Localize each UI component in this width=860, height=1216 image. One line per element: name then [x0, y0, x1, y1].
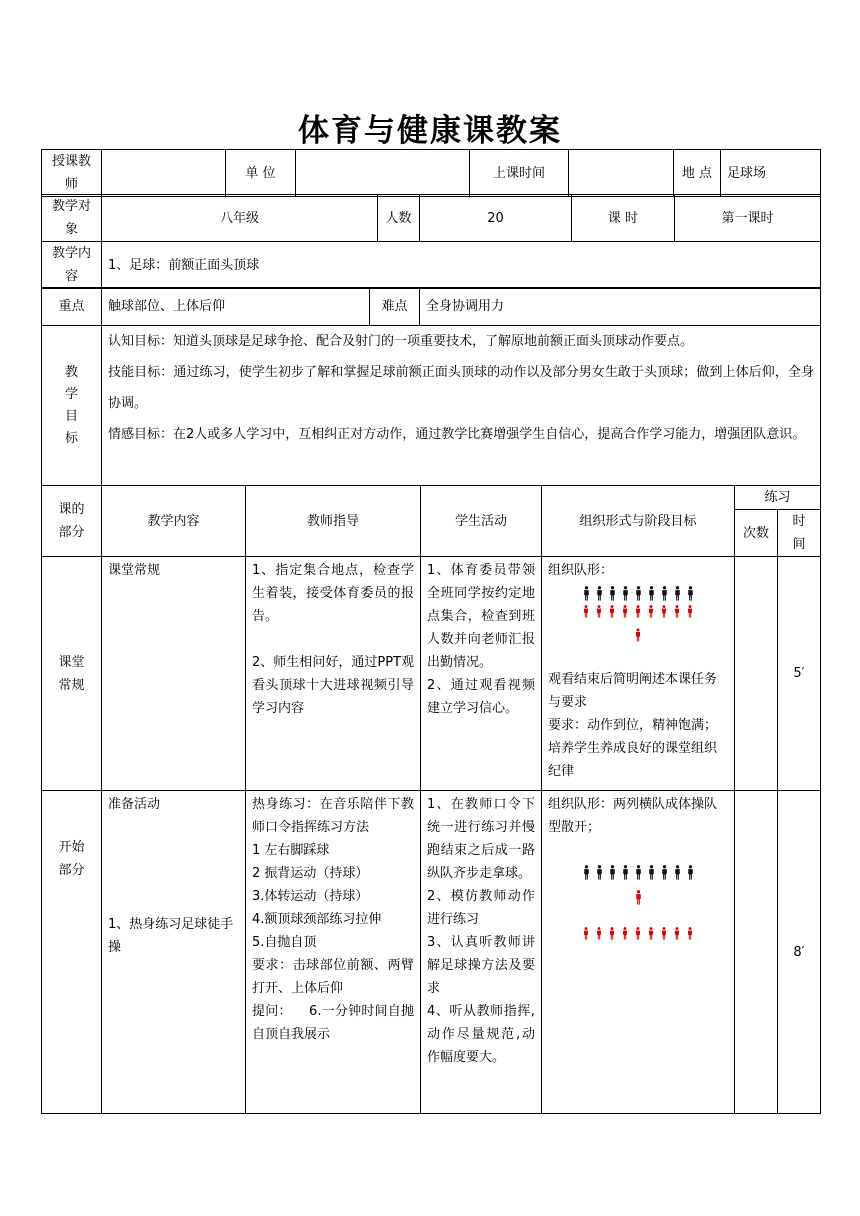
lesson-table — [41, 485, 821, 1114]
col-part-text: 课的部分 — [58, 502, 85, 540]
target-value: 八年级 — [102, 195, 378, 242]
col-time — [778, 510, 821, 557]
person-icon — [622, 927, 628, 940]
start-student-3: 3、认真听教师讲解足球操方法及要求 — [427, 935, 535, 996]
person-icon — [674, 865, 681, 880]
routine-student — [421, 557, 542, 791]
person-icon — [648, 605, 654, 618]
start-times — [735, 791, 778, 1114]
start-student-2: 2、模仿教师动作进行练习 — [427, 889, 535, 927]
start-teacher-5: 5.自抛自顶 — [252, 935, 317, 950]
routine-org — [542, 557, 735, 791]
person-icon — [661, 605, 667, 618]
person-icon — [583, 865, 590, 880]
person-icon — [661, 927, 667, 940]
routine-teacher-1: 1、指定集合地点，检查学生着装，接受体育委员的报告。 — [252, 563, 414, 624]
person-icon — [622, 605, 628, 618]
content-table — [41, 241, 821, 289]
routine-time: 5′ — [778, 557, 821, 791]
header-table — [41, 149, 821, 197]
period-label: 课 时 — [572, 195, 675, 242]
routine-content: 课堂常规 — [102, 557, 246, 791]
col-time-text: 时间 — [792, 514, 806, 552]
person-icon — [635, 586, 642, 601]
formation2-teacher — [548, 890, 728, 905]
start-teacher-7: 提问： 6.一分钟时间自抛自顶自我展示 — [252, 1004, 414, 1042]
start-teacher-2: 2 振背运动（持球） — [252, 866, 369, 881]
person-icon — [687, 865, 694, 880]
person-icon — [635, 605, 641, 618]
key-value: 触球部位、上体后仰 — [102, 288, 370, 326]
part-start-text: 开始部分 — [58, 840, 85, 878]
goals-cell — [102, 326, 821, 486]
count-value: 20 — [420, 195, 572, 242]
start-teacher-0: 热身练习：在音乐陪伴下教师口令指挥练习方法 — [252, 797, 414, 835]
routine-teacher — [246, 557, 421, 791]
routine-student-1: 1、体育委员带领全班同学按约定地点集合，检查到班人数并向老师汇报出勤情况。 — [427, 563, 535, 670]
person-icon — [635, 890, 642, 905]
person-icon — [622, 865, 629, 880]
goal-cognitive: 认知目标：知道头顶球是足球争抢、配合及射门的一项重要技术，了解原地前额正面头顶球动作要点。 — [108, 334, 694, 349]
col-teacher: 教师指导 — [246, 486, 421, 557]
person-icon — [674, 927, 680, 940]
time-label: 上课时间 — [470, 150, 569, 197]
time-value — [569, 150, 674, 197]
person-icon — [648, 586, 655, 601]
teacher-label: 授课教师 — [42, 150, 102, 197]
person-icon — [635, 927, 641, 940]
start-teacher — [246, 791, 421, 1114]
person-icon — [687, 586, 694, 601]
person-icon — [609, 927, 615, 940]
person-icon — [687, 927, 693, 940]
target-label: 教学对象 — [42, 195, 102, 242]
part-routine-text: 课堂常规 — [58, 654, 85, 693]
person-icon — [596, 865, 603, 880]
unit-label: 单 位 — [226, 150, 296, 197]
formation2-black-row — [548, 865, 728, 880]
start-content-title: 准备活动 — [108, 797, 161, 812]
person-icon — [687, 605, 693, 618]
routine-org-note-1: 观看结束后简明阐述本课任务与要求 — [548, 672, 718, 710]
person-icon — [596, 586, 603, 601]
col-part — [42, 486, 102, 557]
person-icon — [609, 605, 615, 618]
col-times: 次数 — [735, 510, 778, 557]
start-student — [421, 791, 542, 1114]
goals-label — [42, 326, 102, 486]
period-value: 第一课时 — [675, 195, 821, 242]
person-icon — [609, 586, 616, 601]
goals-label-text: 教学目标 — [64, 364, 78, 446]
page-title: 体育与健康课教案 — [298, 113, 562, 149]
part-routine — [42, 557, 102, 791]
person-icon — [583, 605, 589, 618]
person-icon — [609, 865, 616, 880]
location-label: 地 点 — [674, 150, 721, 197]
part-start — [42, 791, 102, 1114]
start-teacher-6: 要求：击球部位前额、两臂打开、上体后仰 — [252, 958, 414, 996]
person-icon — [674, 605, 680, 618]
content-label: 教学内容 — [42, 242, 102, 289]
routine-times — [735, 557, 778, 791]
teacher-value — [102, 150, 226, 197]
start-content — [102, 791, 246, 1114]
formation-teacher — [548, 628, 728, 642]
count-label: 人数 — [378, 195, 420, 242]
difficulty-value: 全身协调用力 — [420, 288, 821, 326]
formation2-red-row — [548, 927, 728, 940]
person-icon — [583, 586, 590, 601]
start-time: 8′ — [778, 791, 821, 1114]
person-icon — [661, 586, 668, 601]
key-table — [41, 287, 821, 326]
start-teacher-4: 4.额顶球颈部练习拉伸 — [252, 912, 382, 927]
routine-teacher-2: 2、师生相问好，通过PPT观看头顶球十大进球视频引导学习内容 — [252, 655, 414, 716]
unit-value — [296, 150, 470, 197]
target-table — [41, 194, 821, 242]
routine-student-2: 2、通过观看视频建立学习信心。 — [427, 678, 535, 716]
goal-skill: 技能目标：通过练习，使学生初步了解和掌握足球前额正面头顶球的动作以及部分男女生敢于头顶球；做到上体后仰，全身协调。 — [108, 365, 814, 411]
start-student-4: 4、听从教师指挥,动作尽量规范,动作幅度要大。 — [427, 1004, 535, 1065]
goals-table — [41, 325, 821, 486]
formation-red-row — [548, 605, 728, 618]
col-student: 学生活动 — [421, 486, 542, 557]
location-value: 足球场 — [721, 150, 821, 197]
formation-black-row — [548, 586, 728, 601]
key-label: 重点 — [42, 288, 102, 326]
start-teacher-3: 3.体转运动（持球） — [252, 889, 369, 904]
start-teacher-1: 1 左右脚踩球 — [252, 843, 330, 858]
person-icon — [596, 927, 602, 940]
person-icon — [661, 865, 668, 880]
content-value: 1、足球：前额正面头顶球 — [102, 242, 821, 289]
person-icon — [635, 865, 642, 880]
person-icon — [648, 927, 654, 940]
person-icon — [583, 927, 589, 940]
routine-org-note-2: 要求：动作到位，精神饱满；培养学生养成良好的课堂组织纪律 — [548, 718, 718, 779]
goal-emotion: 情感目标：在2人或多人学习中，互相纠正对方动作，通过教学比赛增强学生自信心，提高合作学习能力，增强团队意识。 — [108, 427, 806, 442]
start-content-sub: 1、热身练习足球徒手操 — [108, 917, 234, 955]
person-icon — [674, 586, 681, 601]
start-org-title: 组织队形：两列横队成体操队型散开； — [548, 797, 718, 835]
col-practice: 练习 — [735, 486, 821, 510]
routine-org-title: 组织队形： — [548, 563, 614, 578]
person-icon — [648, 865, 655, 880]
start-org — [542, 791, 735, 1114]
col-org: 组织形式与阶段目标 — [542, 486, 735, 557]
person-icon — [596, 605, 602, 618]
person-icon — [622, 586, 629, 601]
col-content: 教学内容 — [102, 486, 246, 557]
difficulty-label: 难点 — [370, 288, 420, 326]
start-student-1: 1、在教师口令下统一进行练习并慢跑结束之后成一路纵队齐步走拿球。 — [427, 797, 535, 881]
person-icon — [635, 628, 641, 642]
